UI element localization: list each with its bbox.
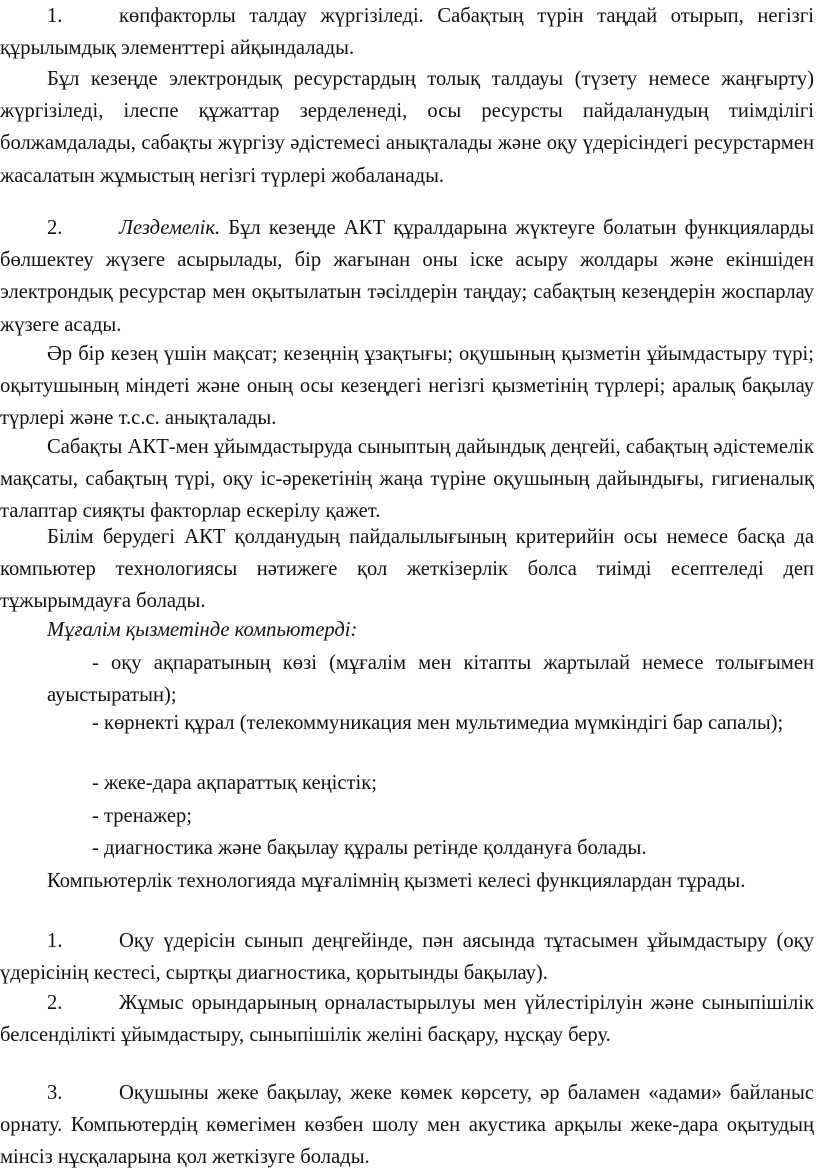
bullet-item-2: - көрнекті құрал (телекоммуникация мен мультимедиа мүмкіндігі бар сапалы);	[92, 712, 784, 734]
paragraph-text: Оқушыны жеке бақылау, жеке көмек көрсету, әр баламен «адами» байланыс орнату. Компьютердің көмегімен көзбен шолу мен акустика арқылы жеке-дара оқытудың мінсіз нұсқаларына қол жеткізуге болады.	[0, 1082, 814, 1169]
paragraph-function-2	[0, 987, 814, 1051]
italic-term: Лездемелік.	[119, 217, 221, 239]
list-number: 2.	[47, 217, 63, 239]
paragraph-item-1	[0, 0, 814, 64]
paragraph-factors: Сабақты АКТ-мен ұйымдастыруда сыныптың дайындық деңгейі, сабақтың әдістемелік мақсаты, сабақтың түрі, оқу іс-әрекетінің жаңа түріне оқушының дайындығы, гигиеналық талаптар сияқты факторлар ескерілу қажет.	[0, 436, 814, 523]
bullet-item-4: - тренажер;	[92, 805, 192, 827]
paragraph-criteria: Білім берудегі АКТ қолданудың пайдалылығының критерийін осы немесе басқа да компьютер технологиясы нәтижеге қол жеткізерлік болса тиімді есептеледі деп тұжырымдауға болады.	[0, 526, 814, 613]
paragraph-functions: Компьютерлік технологияда мұғалімнің қызметі келесі функциялардан тұрады.	[47, 870, 746, 892]
bullet-item-1: - оқу ақпаратының көзі (мұғалім мен кітапты жартылай немесе толығымен ауыстыратын);	[47, 652, 814, 707]
list-number: 1.	[47, 5, 63, 27]
paragraph-stage-details: Әр бір кезең үшін мақсат; кезеңнің ұзақтығы; оқушының қызметін ұйымдастыру түрі; оқытушының міндеті және оның осы кезеңдегі негізгі қызметінің түрлері; аралық бақылау түрлері және т.с.с. анықталады.	[0, 343, 814, 430]
paragraph-function-3	[0, 1077, 814, 1174]
paragraph-item-2	[0, 212, 814, 341]
bullet-item-5: - диагностика және бақылау құралы ретінде қолдануға болады.	[92, 837, 647, 859]
bullet-item-3: - жеке-дара ақпараттық кеңістік;	[92, 772, 377, 794]
list-number: 3.	[47, 1082, 63, 1104]
paragraph-text: Жұмыс орындарының орналастырылуы мен үйлестірілуін және сыныпішілік белсенділікті ұйымдастыру, сыныпішілік желіні басқару, нұсқау беру.	[0, 992, 814, 1047]
paragraph-text: Бұл кезеңде АКТ құралдарына жүктеуге болатын функцияларды бөлшектеу жүзеге асырылады, бір жағынан оны іске асыру жолдары және екіншіден электрондық ресурстар мен оқытылатын тәсілдерін таңдау; сабақтың кезеңдерін жоспарлау жүзеге асады.	[0, 217, 814, 336]
paragraph-function-1	[0, 925, 814, 989]
paragraph-text: Оқу үдерісін сынып деңгейінде, пән аясында тұтасымен ұйымдастыру (оқу үдерісінің кестесі, сыртқы диагностика, қорытынды бақылау).	[0, 930, 814, 985]
paragraph-analysis: Бұл кезеңде электрондық ресурстардың толық талдауы (түзету немесе жаңғырту) жүргізіледі, ілеспе құжаттар зерделенеді, осы ресурсты пайдаланудың тиімділігі болжамдалады, сабақты жүргізу әдістемесі анықталады және оқу үдерісіндегі ресурстармен жасалатын жұмыстың негізгі түрлері жобаланады.	[0, 68, 814, 187]
list-number: 1.	[47, 930, 63, 952]
paragraph-heading-italic: Мұғалім қызметінде компьютерді:	[47, 619, 358, 641]
list-number: 2.	[47, 992, 63, 1014]
paragraph-text: көпфакторлы талдау жүргізіледі. Сабақтың түрін таңдай отырып, негізгі құрылымдық элементтері айқындалады.	[0, 5, 814, 60]
